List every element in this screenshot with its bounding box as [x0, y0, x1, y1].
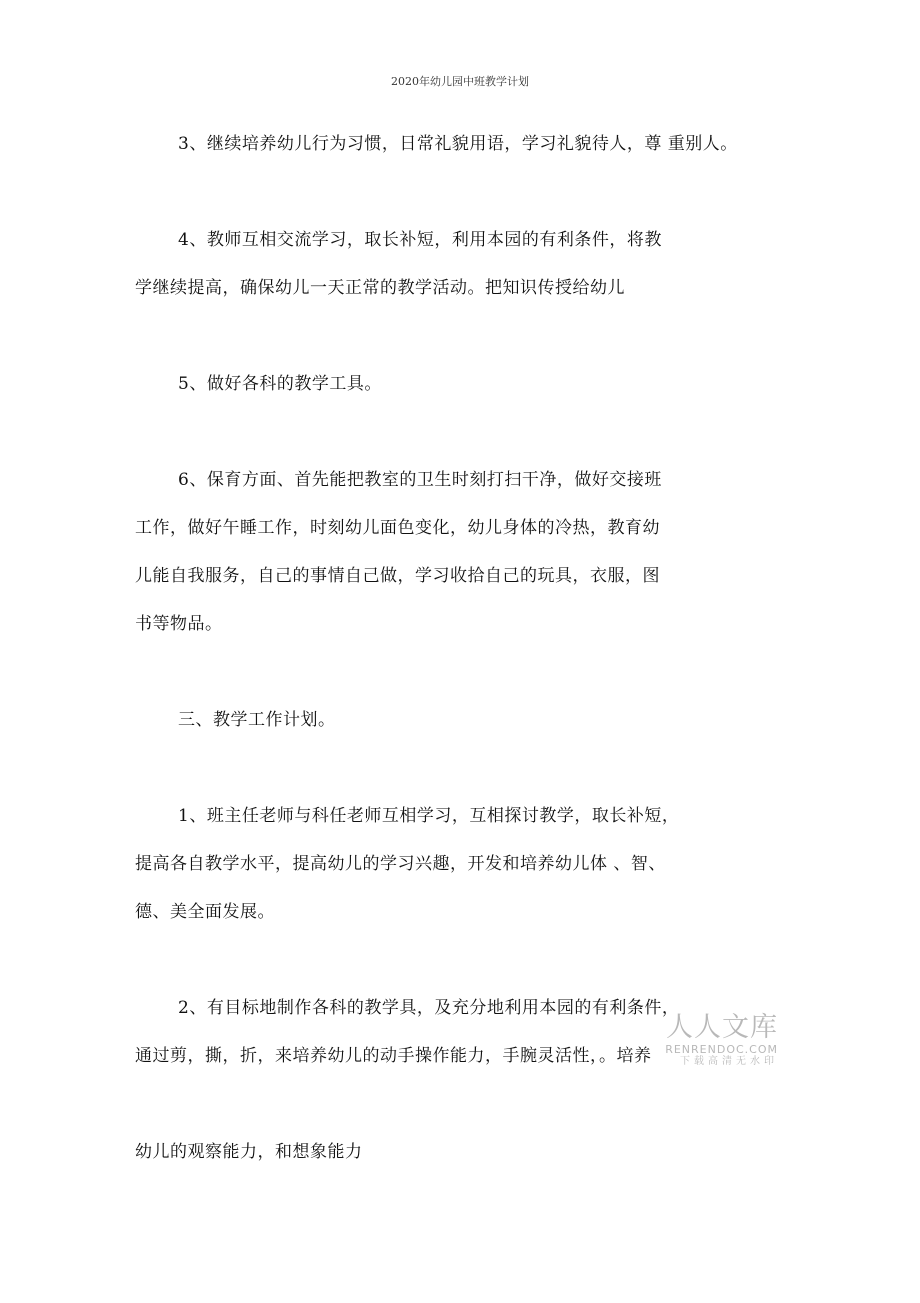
text-line: 德、美全面发展。 [135, 902, 275, 922]
text-line: 学继续提高，确保幼儿一天正常的教学活动。把知识传授给幼儿 [135, 278, 625, 298]
text-line: 工作，做好午睡工作，时刻幼儿面色变化，幼儿身体的冷热，教育幼 [135, 518, 660, 538]
text-line: 4、教师互相交流学习，取长补短，利用本园的有利条件，将教 [178, 230, 662, 250]
text-line: 3、继续培养幼儿行为习惯，日常礼貌用语，学习礼貌待人，尊 重别人。 [178, 134, 738, 154]
watermark [648, 1013, 778, 1068]
page-header: 2020年幼儿园中班教学计划 [391, 75, 529, 88]
section-heading: 三、教学工作计划。 [178, 710, 336, 730]
text-line: 幼儿的观察能力，和想象能力 [135, 1142, 363, 1162]
watermark-tagline: 下载高清无水印 [680, 1056, 778, 1067]
text-line: 通过剪，撕，折，来培养幼儿的动手操作能力，手腕灵活性，。培养 [135, 1046, 652, 1066]
text-line: 1、班主任老师与科任老师互相学习，互相探讨教学，取长补短， [178, 806, 680, 826]
watermark-title: 人人文库 [666, 1012, 778, 1043]
text-line: 提高各自教学水平，提高幼儿的学习兴趣，开发和培养幼儿体 、智、 [135, 854, 666, 874]
watermark-url: RENRENDOC.COM [665, 1043, 778, 1056]
text-line: 6、保育方面、首先能把教室的卫生时刻打扫干净，做好交接班 [178, 470, 662, 490]
text-line: 2、有目标地制作各科的教学具，及充分地利用本园的有利条件， [178, 998, 680, 1018]
text-line: 书等物品。 [135, 614, 223, 634]
text-line: 儿能自我服务，自己的事情自己做，学习收拾自己的玩具，衣服，图 [135, 566, 660, 586]
text-line: 5、做好各科的教学工具。 [178, 374, 382, 394]
